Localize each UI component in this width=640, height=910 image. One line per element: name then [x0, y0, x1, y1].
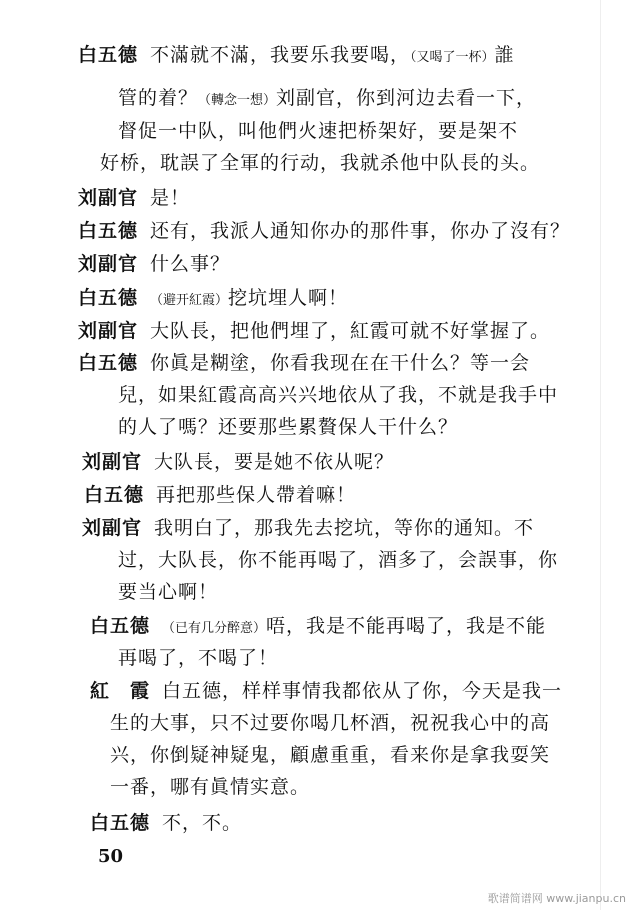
speaker-name: 白五德 [78, 287, 139, 309]
stage-direction: （避开紅霞） [150, 293, 229, 308]
dialogue-text: 挖坑埋人啊！ [228, 287, 349, 309]
stage-direction: （轉念一想） [198, 93, 277, 108]
speaker-name: 刘副官 [78, 253, 139, 275]
speaker-name: 白五德 [78, 352, 139, 374]
dialogue-text: 不滿就不滿，我要乐我要喝， [150, 44, 411, 66]
dialogue-text: 白五德，样样事情我都依从了你，今天是我一 [162, 680, 563, 702]
dialogue-text: 你眞是糊塗，你看我现在在干什么？等一会 [150, 352, 531, 374]
script-line [110, 710, 550, 736]
dialogue-text: 过，大队長，你不能再喝了，酒多了，会誤事，你 [118, 549, 559, 571]
watermark: 歌谱简谱网 www.jianpu.cn [487, 892, 626, 905]
script-line [118, 382, 558, 408]
dialogue-text: 兒，如果紅霞高高兴兴地依从了我，不就是我手中 [118, 384, 559, 406]
script-line [82, 449, 394, 475]
dialogue-text: 刘副官，你到河边去看一下， [276, 87, 537, 109]
speaker-name: 刘副官 [82, 517, 143, 539]
dialogue-text: 还有，我派人通知你办的那件事，你办了沒有？ [150, 220, 571, 242]
dialogue-text: 什么事？ [150, 253, 231, 275]
dialogue-text: 一番，哪有眞情实意。 [110, 776, 311, 798]
dialogue-text: 好桥，耽誤了全軍的行动，我就杀他中队長的头。 [100, 152, 541, 174]
script-line [78, 285, 348, 314]
script-line [118, 645, 278, 671]
speaker-name: 白五德 [90, 812, 151, 834]
dialogue-text: 不，不。 [162, 812, 243, 834]
script-line [110, 774, 310, 800]
script-line [78, 218, 570, 244]
speaker-name: 紅 霞 [90, 680, 151, 702]
script-line [90, 678, 562, 704]
stage-direction: （又喝了一杯） [410, 50, 495, 65]
speaker-name: 刘副官 [78, 320, 139, 342]
script-line [84, 482, 356, 508]
speaker-name: 刘副官 [82, 451, 143, 473]
script-line [118, 85, 536, 114]
stage-direction: （已有几分醉意） [162, 621, 267, 636]
dialogue-text: 督促一中队，叫他們火速把桥架好，要是架不 [118, 120, 519, 142]
script-line [78, 251, 230, 277]
script-line [118, 579, 218, 605]
script-line [118, 414, 458, 440]
script-line [78, 185, 190, 211]
speaker-name: 白五德 [78, 220, 139, 242]
speaker-name: 白五德 [90, 615, 151, 637]
dialogue-text: 再喝了，不喝了！ [118, 647, 279, 669]
script-line [78, 350, 530, 376]
dialogue-text: 大队長，要是她不依从呢？ [154, 451, 395, 473]
script-line [78, 42, 515, 71]
dialogue-text: 的人了嗎？还要那些累贅保人干什么？ [118, 416, 459, 438]
dialogue-text: 誰 [494, 44, 515, 66]
dialogue-text: 兴，你倒疑神疑鬼，顧慮重重，看来你是拿我耍笑 [110, 744, 551, 766]
dialogue-text: 是！ [150, 187, 191, 209]
dialogue-text: 要当心啊！ [118, 581, 219, 603]
script-line [82, 515, 534, 541]
script-line [100, 150, 540, 176]
scan-edge [600, 0, 601, 910]
script-line [90, 810, 242, 836]
script-line [118, 547, 558, 573]
speaker-name: 刘副官 [78, 187, 139, 209]
page-number: 50 [98, 846, 124, 867]
dialogue-text: 生的大事，只不过要你喝几杯酒，祝祝我心中的高 [110, 712, 551, 734]
script-line [110, 742, 550, 768]
dialogue-text: 管的着？ [118, 87, 199, 109]
dialogue-text: 我明白了，那我先去挖坑，等你的通知。不 [154, 517, 535, 539]
dialogue-text: 大队長，把他們埋了，紅霞可就不好掌握了。 [150, 320, 551, 342]
script-line [90, 613, 546, 642]
speaker-name: 白五德 [78, 44, 139, 66]
script-line [118, 118, 518, 144]
speaker-name: 白五德 [84, 484, 145, 506]
dialogue-text: 唔，我是不能再喝了，我是不能 [266, 615, 547, 637]
dialogue-text: 再把那些保人帶着嘛！ [156, 484, 357, 506]
script-line [78, 318, 550, 344]
